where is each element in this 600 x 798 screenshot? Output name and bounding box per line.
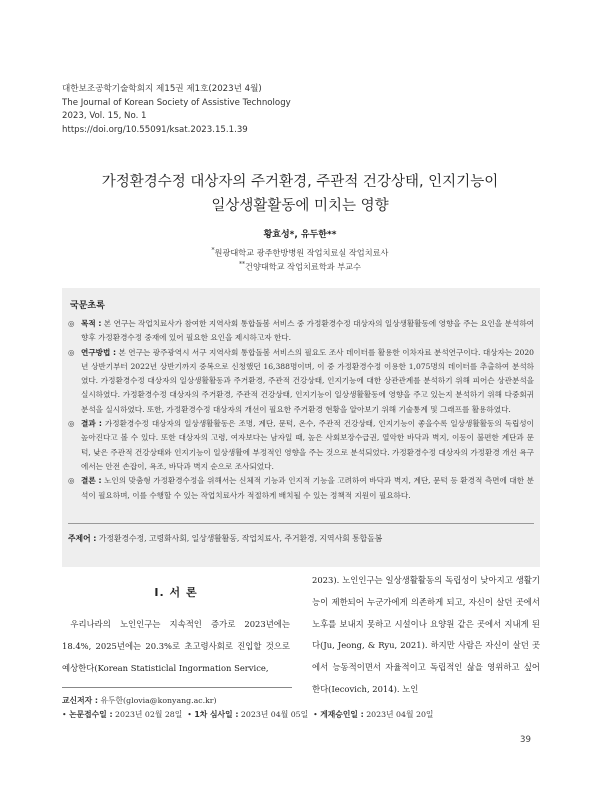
footnote-rule bbox=[62, 687, 292, 688]
body-column-right bbox=[312, 570, 540, 701]
paper-title-line-1: 가정환경수정 대상자의 주거환경, 주관적 건강상태, 인지기능이 bbox=[101, 174, 499, 190]
keyword-divider bbox=[68, 523, 534, 524]
bullet-icon: ◎ bbox=[68, 347, 75, 357]
affiliations bbox=[0, 245, 600, 273]
body-column-left bbox=[62, 614, 290, 679]
footnotes bbox=[62, 694, 542, 722]
abstract-objective: ◎ 목적 : 본 연구는 작업치료사가 참여한 지역사회 통합돌봄 서비스 중 가정환경수정 대상자의 일상생활활동에 영향을 주는 요인을 분석하여 향후 가정환경수정 중재에 있어 필요한 요인을 제시하고자 한다. bbox=[68, 319, 534, 343]
journal-english-name: The Journal of Korean Society of Assistive Technology bbox=[62, 97, 291, 108]
bullet-icon: ◎ bbox=[68, 319, 75, 328]
abstract-heading: 국문초록 bbox=[70, 301, 105, 311]
body-paragraph: 2023). 노인인구는 일상생활활동의 독립성이 낮아지고 생활기능이 제한되어 누군가에게 의존하게 되고, 자신이 살던 곳에서 노후를 보내지 못하고 시설이나 요양원 같은 곳에서 지내게 된다(Ju, Jeong, & Ryu, 2021). 하지만 사람은 자신이 살던 곳에서 능동적이면서 자율적이고 독립적인 삶을 영위하고 싶어 한다(Iecovich, 2014). 노인 bbox=[312, 575, 540, 694]
bullet-icon: ◎ bbox=[68, 476, 75, 486]
abstract-results: ◎ 결과 : 가정환경수정 대상자의 일상생활활동은 조명, 계단, 문턱, 온수, 주관적 건강상태, 인지기능이 좋을수록 일상생활활동의 독립성이 높아진다고 볼 수 있다. 또한 대상자의 고령, 여자보다는 남자일 때, 높은 사회보장수급권, 열악한 바닥과 벽지, 이동이 불편한 계단과 문턱, 낮은 주관적 건강상태와 인지기능이 일상생활에 부정적인 영향을 주는 것으로 분석되었다. 가정환경수정 대상자의 가정환경 개선 욕구에서는 안전 손잡이, 욕조, 바닥과 벽지 순으로 조사되었다. bbox=[68, 419, 534, 471]
paper-title-line-2: 일상생활활동에 미치는 영향 bbox=[211, 198, 389, 214]
abstract-content bbox=[68, 317, 534, 503]
abstract-box bbox=[62, 288, 540, 567]
paper-dates: • 논문접수일 : 2023년 02월 28일 • 1차 심사일 : 2023년 04월 05일 • 게재승인일 : 2023년 04월 20일 bbox=[62, 710, 434, 719]
journal-volume: 2023, Vol. 15, No. 1 bbox=[62, 111, 147, 122]
affiliation-1: *원광대학교 광주한방병원 작업치료실 작업치료사 bbox=[211, 247, 389, 258]
paper-title bbox=[0, 170, 600, 218]
bullet-icon: ◎ bbox=[68, 419, 75, 429]
affiliation-2: **건양대학교 작업치료학과 부교수 bbox=[239, 261, 361, 272]
abstract-methods: ◎ 연구방법 : 본 연구는 광주광역시 서구 지역사회 통합돌봄 서비스의 필요도 조사 데이터를 활용한 이차자료 분석연구이다. 대상자는 2020년 상반기부터 2022년 상반기까지 중복으로 신청했던 16,388명이며, 이 중 가정환경수정 이용한 1,075명의 데이터를 추출하여 분석하였다. 가정환경수정 대상자의 일상생활활동과 주거환경, 주관적 건강상태, 인지기능에 대한 상관관계를 분석하기 위해 피어슨 상관분석을 실시하였다. 가정환경수정 대상자의 주거환경, 주관적 건강상태, 인지기능이 일상생활활동에 영향을 주고 있는지 분석하기 위해 다중회귀분석을 실시하였다. 또한, 가정환경수정 대상자의 개선이 필요한 주거환경 현황을 알아보기 위해 기술통계 및 그래프를 활용하였다. bbox=[68, 347, 534, 414]
authors: 황효성*, 유두한** bbox=[263, 230, 337, 240]
corresponding-author: 교신저자 : 유두한(glovia@konyang.ac.kr) bbox=[62, 696, 217, 705]
abstract-conclusion: ◎ 결론 : 노인의 맞춤형 가정환경수정을 위해서는 신체적 기능과 인지적 기능을 고려하여 바닥과 벽지, 계단, 문턱 등 환경적 측면에 대한 분석이 필요하며, 이를 수행할 수 있는 작업치료사가 적절하게 배치될 수 있는 정책적 지원이 필요하다. bbox=[68, 476, 534, 500]
page-number: 39 bbox=[520, 735, 531, 745]
keywords-text: 가정환경수정, 고령화사회, 일상생활활동, 작업치료사, 주거환경, 지역사회 통합돌봄 bbox=[96, 534, 383, 543]
body-paragraph: 우리나라의 노인인구는 지속적인 증가로 2023년에는 18.4%, 2025년에는 20.3%로 초고령사회로 진입할 것으로 예상한다(Korean Statisticlal Ingormation Service, bbox=[62, 619, 290, 673]
journal-info bbox=[62, 83, 482, 137]
section-heading: I. 서 론 bbox=[154, 586, 198, 599]
keywords bbox=[68, 533, 534, 544]
journal-korean-name: 대한보조공학기술학회지 제15권 제1호(2023년 4월) bbox=[62, 84, 262, 94]
journal-doi: https://doi.org/10.55091/ksat.2023.15.1.39 bbox=[62, 124, 248, 135]
keywords-label: 주제어 : bbox=[68, 534, 97, 543]
